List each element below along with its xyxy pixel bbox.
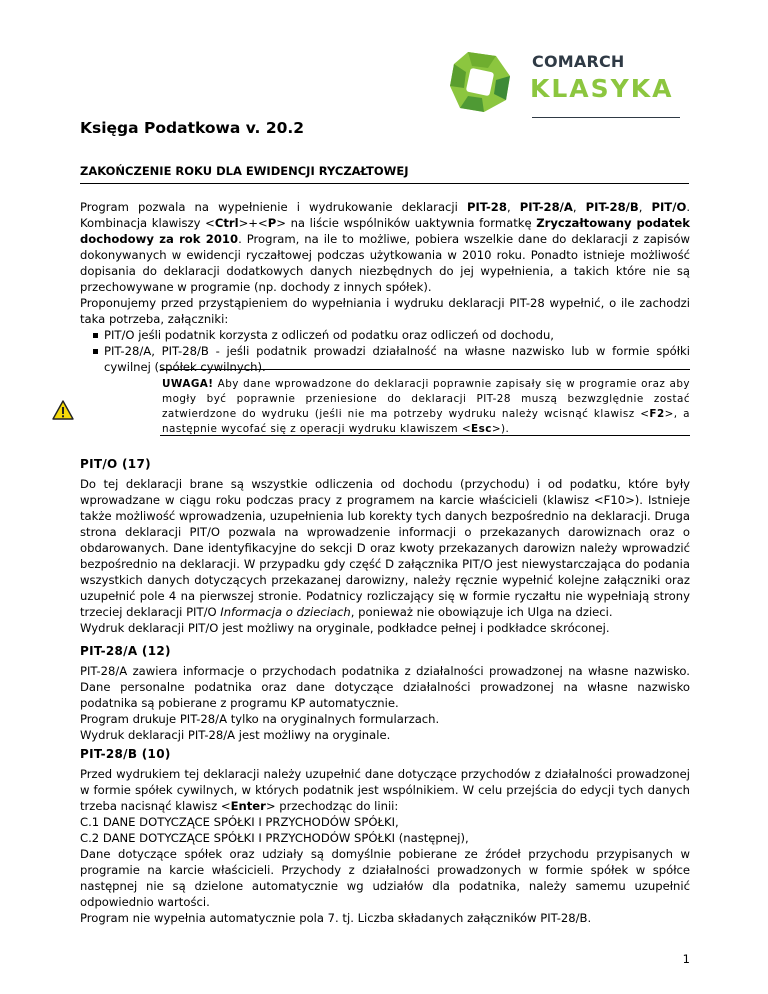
intro-paragraph-2: Proponujemy przed przystąpieniem do wypełniania i wydruku deklaracji PIT-28 wypełnić, o ile zachodzi taka potrzeba, załączniki:	[80, 296, 690, 326]
document-title: Księga Podatkowa v. 20.2	[80, 119, 305, 137]
pito-block	[80, 476, 690, 636]
pito-paragraph: Do tej deklaracji brane są wszystkie odliczenia od dochodu (przychodu) i od podatku, które były wprowadzane w ciągu roku podczas pracy z programem na karcie właścicieli (klawisz <F10>). Istnieje także możliwość wprowadzenia, uzupełnienia lub korekty tych danych bezpośrednio na deklaracji. Druga strona deklaracji PIT/O pozwala na wprowadzenie informacji o przekazanych darowiznach oraz o obdarowanych. Dane identyfikacyjne do sekcji D oraz kwoty przekazanych darowizn należy wprowadzić bezpośrednio na deklaracji. W przypadku gdy część D załącznika PIT/O jest niewystarczająca do podania wszystkich danych dotyczących przekazanej darowizny, należy ręcznie wypełnić kolejne załączniki oraz uzupełnić pole 4 na pierwszej stronie. Podatnicy rozliczający się w formie ryczałtu nie wypełniają strony trzeciej deklaracji PIT/O Informacja o dzieciach, ponieważ nie obowiązuje ich Ulga na dzieci.	[80, 477, 690, 619]
pit28b-paragraph: Przed wydrukiem tej deklaracji należy uzupełnić dane dotyczące przychodów z działalności prowadzonej w formie spółek cywilnych, w których podatnik jest wspólnikiem. W celu przejścia do edycji tych danych trzeba nacisnąć klawisz <Enter> przechodząc do linii:	[80, 767, 690, 813]
pit28a-paragraph: PIT-28/A zawiera informacje o przychodach podatnika z działalności prowadzonej na własne nazwisko. Dane personalne podatnika oraz dane dotyczące działalności prowadzonej na własne nazwisko podatnika są pobierane z programu KP automatycznie.	[80, 664, 690, 710]
intro-block	[80, 199, 690, 375]
pito-heading: PIT/O (17)	[80, 457, 151, 471]
pit28a-paragraph-3: Wydruk deklaracji PIT-28/A jest możliwy na oryginale.	[80, 728, 391, 742]
pit28b-heading: PIT-28/B (10)	[80, 747, 171, 761]
pit28b-block	[80, 766, 690, 926]
pit28b-line-c1: C.1 DANE DOTYCZĄCE SPÓŁKI I PRZYCHODÓW SPÓŁKI,	[80, 815, 399, 829]
section-divider	[80, 183, 689, 184]
warning-icon	[52, 400, 74, 420]
attachments-list	[80, 327, 690, 375]
comarch-logo-icon	[448, 50, 512, 114]
pito-paragraph-2: Wydruk deklaracji PIT/O jest możliwy na oryginale, podkładce pełnej i podkładce skróconej.	[80, 621, 610, 635]
list-item: PIT/O jeśli podatnik korzysta z odliczeń od podatku oraz odliczeń od dochodu,	[96, 327, 690, 343]
section-heading: ZAKOŃCZENIE ROKU DLA EWIDENCJI RYCZAŁTOWEJ	[80, 164, 409, 178]
intro-paragraph: Program pozwala na wypełnienie i wydrukowanie deklaracji PIT-28, PIT-28/A, PIT-28/B, PIT/O. Kombinacja klawiszy <Ctrl>+<P> na liście wspólników uaktywnia formatkę Zryczałtowany podatek dochodowy za rok 2010. Program, na ile to możliwe, pobiera wszelkie dane do deklaracji z zapisów dokonywanych w ewidencji ryczałtowej podczas użytkowania w 2010 roku. Ponadto istnieje możliwość dopisania do deklaracji dodatkowych danych niezbędnych do jej wypełnienia, a takich które nie są przechowywane w programie (np. dochody z innych spółek).	[80, 200, 690, 294]
pit28a-paragraph-2: Program drukuje PIT-28/A tylko na oryginalnych formularzach.	[80, 712, 440, 726]
pit28b-line-c2: C.2 DANE DOTYCZĄCE SPÓŁKI I PRZYCHODÓW SPÓŁKI (następnej),	[80, 831, 469, 845]
logo-divider	[532, 117, 680, 118]
pit28a-heading: PIT-28/A (12)	[80, 644, 171, 658]
pit28a-block	[80, 663, 690, 743]
logo-product-text: KLASYKA	[530, 74, 674, 103]
warning-text: UWAGA! Aby dane wprowadzone do deklaracji poprawnie zapisały się w programie oraz aby mogły być poprawnie przeniesione do deklaracji PIT-28 muszą bezwzględnie zostać zatwierdzone do wydruku (jeśli nie ma potrzeby wydruku należy wcisnąć klawisz <F2>, a następnie wycofać się z operacji wydruku klawiszem <Esc>).	[162, 378, 690, 435]
pit28b-paragraph-3: Program nie wypełnia automatycznie pola 7. tj. Liczba składanych załączników PIT-28/B.	[80, 911, 592, 925]
page-number: 1	[682, 952, 690, 966]
list-item: PIT-28/A, PIT-28/B - jeśli podatnik prowadzi działalność na własne nazwisko lub w formie spółki cywilnej (spółek cywilnych).	[96, 343, 690, 375]
comarch-klasyka-logo	[448, 50, 680, 122]
pit28b-paragraph-2: Dane dotyczące spółek oraz udziały są domyślnie pobierane ze źródeł przychodu przypisanych w programie na karcie właścicieli. Przychody z działalności prowadzonych w formie spółek w spółce następnej nie są dzielone automatycznie wg udziałów dla podatnika, należy samemu uzupełnić odpowiednio wartości.	[80, 847, 690, 909]
logo-brand-text: COMARCH	[532, 52, 625, 71]
